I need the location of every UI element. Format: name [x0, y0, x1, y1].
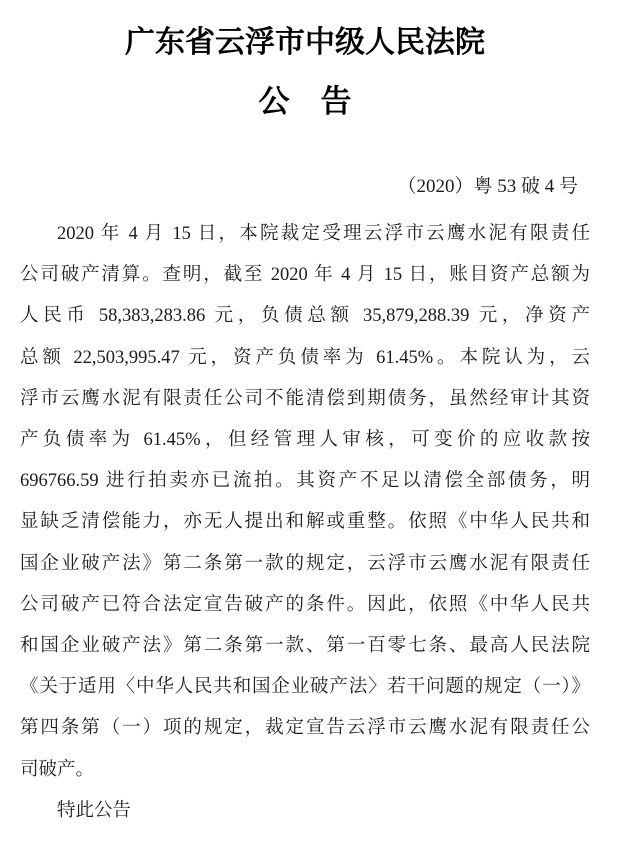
body-line: 公司破产已符合法定宣告破产的条件。因此，依照《中华人民共: [20, 594, 590, 615]
body-line: 司破产。: [20, 759, 95, 780]
court-name-title: 广东省云浮市中级人民法院: [125, 26, 485, 59]
case-number: （2020）粤 53 破 4 号: [397, 176, 578, 197]
body-line: 浮市云鹰水泥有限责任公司不能清偿到期债务，虽然经审计其资: [20, 388, 590, 409]
body-line: 人民币 58,383,283.86 元，负债总额 35,879,288.39 元，净资产: [20, 306, 590, 327]
body-line: 2020 年 4 月 15 日，本院裁定受理云浮市云鹰水泥有限责任: [57, 224, 590, 244]
body-line: 国企业破产法》第二条第一款的规定，云浮市云鹰水泥有限责任: [20, 553, 590, 574]
body-line: 和国企业破产法》第二条第一款、第一百零七条、最高人民法院: [20, 636, 590, 657]
body-line: 产负债率为 61.45%，但经管理人审核，可变价的应收款按: [20, 430, 590, 451]
body-line: 总额 22,503,995.47 元，资产负债率为 61.45%。本院认为，云: [20, 347, 590, 368]
body-line: 公司破产清算。查明，截至 2020 年 4 月 15 日，账目资产总额为: [20, 265, 590, 286]
body-line: 《关于适用〈中华人民共和国企业破产法〉若干问题的规定（一）》: [20, 677, 590, 698]
body-line: 696766.59 进行拍卖亦已流拍。其资产不足以清偿全部债务，明: [20, 471, 590, 492]
body-line: 第四条第（一）项的规定，裁定宣告云浮市云鹰水泥有限责任公: [20, 718, 590, 739]
body-line: 显缺乏清偿能力，亦无人提出和解或重整。依照《中华人民共和: [20, 512, 590, 533]
notice-title: 公 告: [258, 84, 352, 119]
announcement-body: [20, 214, 590, 832]
closing-statement: 特此公告: [57, 800, 132, 821]
